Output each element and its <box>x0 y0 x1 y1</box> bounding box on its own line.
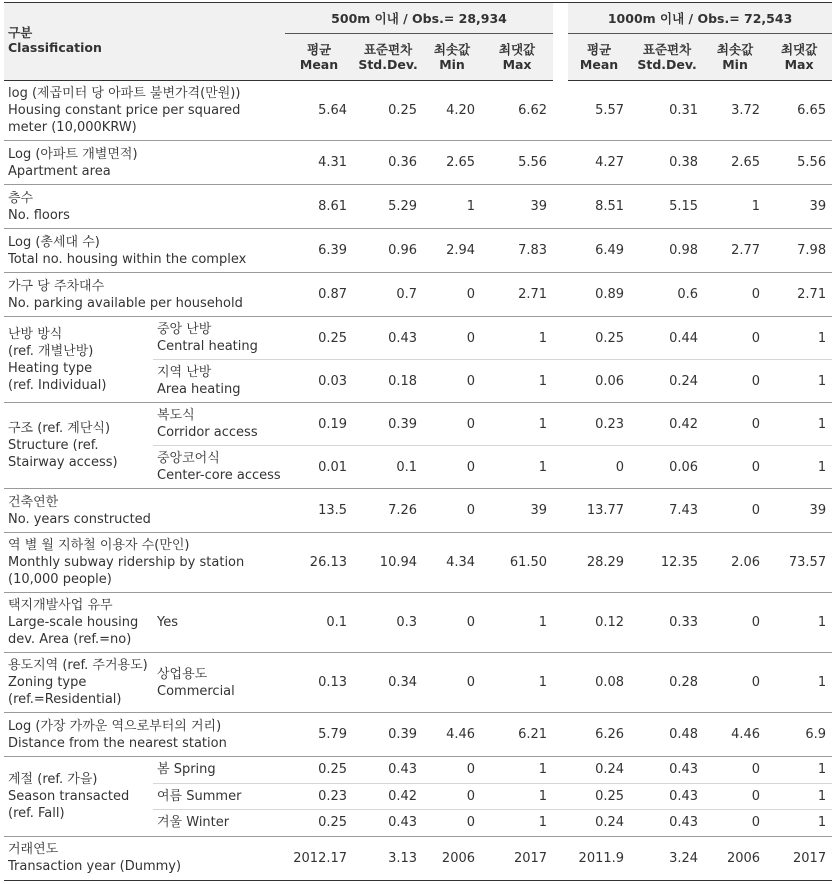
stat-value: 0.1 <box>353 446 423 489</box>
column-spacer <box>553 185 568 229</box>
stat-value: 0 <box>423 317 481 360</box>
group-label <box>4 403 153 489</box>
label-line: Central heating <box>157 339 258 354</box>
row-label <box>4 273 285 317</box>
label-line: 상업용도 <box>157 666 208 682</box>
stat-value: 39 <box>481 489 553 533</box>
stat-value: 2.06 <box>704 533 766 593</box>
header-spacer <box>553 3 568 81</box>
col-std-ko: 표준편차 <box>642 42 692 57</box>
table-row <box>4 403 832 446</box>
col-max-en: Max <box>784 57 814 72</box>
stat-value: 5.56 <box>481 141 553 185</box>
sub-label <box>153 757 285 784</box>
stat-value: 1 <box>766 446 832 489</box>
label-line: 역 별 월 지하철 이용자 수(만인) <box>8 538 190 553</box>
label-line: Log (총세대 수) <box>8 234 100 250</box>
col-header-max-500 <box>481 34 553 81</box>
stat-value: 2.65 <box>704 141 766 185</box>
stat-value: 3.24 <box>630 836 704 880</box>
stat-value: 0 <box>423 403 481 446</box>
column-spacer <box>553 653 568 713</box>
stat-value: 39 <box>766 185 832 229</box>
stat-value: 0.39 <box>353 713 423 757</box>
label-line: No. years constructed <box>8 511 151 527</box>
label-line: Heating type <box>8 360 93 376</box>
stat-value: 7.98 <box>766 229 832 273</box>
sub-label <box>153 593 285 653</box>
stat-value: 5.57 <box>568 81 630 141</box>
label-line: Center-core access <box>157 468 281 483</box>
stat-value: 2.77 <box>704 229 766 273</box>
stat-value: 1 <box>481 593 553 653</box>
label-line: Housing constant price per squared <box>8 103 241 118</box>
stat-value: 0.89 <box>568 273 630 317</box>
group-label <box>4 757 153 837</box>
label-line: 중앙코어식 <box>157 451 220 466</box>
stat-value: 4.46 <box>704 713 766 757</box>
stat-value: 0.43 <box>353 757 423 784</box>
row-label <box>4 489 285 533</box>
label-line: Large-scale housing <box>8 615 139 630</box>
label-line: 건축연한 <box>8 494 59 510</box>
stat-value: 0.48 <box>630 713 704 757</box>
stat-value: 0 <box>423 446 481 489</box>
table-row <box>4 141 832 185</box>
col-header-mean-1000 <box>568 34 630 81</box>
stat-value: 0 <box>423 273 481 317</box>
stat-value: 0.6 <box>630 273 704 317</box>
col-min-en: Min <box>722 57 748 72</box>
stat-value: 0 <box>423 360 481 403</box>
table-row <box>4 81 832 141</box>
stat-value: 7.43 <box>630 489 704 533</box>
group-header-500m: 500m 이내 / Obs.= 28,934 <box>285 3 553 34</box>
col-min-ko: 최솟값 <box>716 42 754 57</box>
stat-value: 3.13 <box>353 836 423 880</box>
stat-value: 0 <box>423 489 481 533</box>
col-std-ko: 표준편차 <box>363 42 413 57</box>
stat-value: 0 <box>704 489 766 533</box>
stat-value: 0.42 <box>630 403 704 446</box>
stat-value: 0.96 <box>353 229 423 273</box>
stat-value: 0.43 <box>353 317 423 360</box>
column-spacer <box>553 446 568 489</box>
sub-label <box>153 446 285 489</box>
stat-value: 1 <box>704 185 766 229</box>
stat-value: 26.13 <box>285 533 353 593</box>
label-line: (ref. 개별난방) <box>8 343 94 359</box>
stat-value: 1 <box>481 757 553 784</box>
stat-value: 0.43 <box>353 810 423 837</box>
stat-value: 1 <box>481 403 553 446</box>
row-label <box>4 229 285 273</box>
stat-value: 2.71 <box>766 273 832 317</box>
row-label <box>4 836 285 880</box>
label-line: 복도식 <box>157 408 195 423</box>
table-header <box>4 3 832 81</box>
stat-value: 0.25 <box>353 81 423 141</box>
stat-value: 0.12 <box>568 593 630 653</box>
group-label <box>4 317 153 403</box>
classification-ko: 구분 <box>8 25 33 40</box>
table-row <box>4 713 832 757</box>
stat-value: 1 <box>766 403 832 446</box>
stat-value: 0 <box>423 593 481 653</box>
stat-value: 39 <box>481 185 553 229</box>
col-std-en: Std.Dev. <box>637 57 697 72</box>
col-mean-en: Mean <box>579 57 619 72</box>
classification-en: Classification <box>8 40 102 55</box>
stat-value: 0 <box>704 273 766 317</box>
stat-value: 0.19 <box>285 403 353 446</box>
group-header-1000m: 1000m 이내 / Obs.= 72,543 <box>568 3 832 34</box>
stat-value: 2017 <box>481 836 553 880</box>
column-spacer <box>553 403 568 446</box>
stat-value: 6.21 <box>481 713 553 757</box>
label-line: 난방 방식 <box>8 326 63 342</box>
column-spacer <box>553 360 568 403</box>
stat-value: 0.36 <box>353 141 423 185</box>
stat-value: 0.25 <box>285 317 353 360</box>
col-min-ko: 최솟값 <box>433 42 471 57</box>
stat-value: 0 <box>704 810 766 837</box>
col-header-min-1000 <box>704 34 766 81</box>
row-label <box>4 81 285 141</box>
stat-value: 0 <box>423 783 481 810</box>
stat-value: 5.79 <box>285 713 353 757</box>
label-line: Commercial <box>157 683 235 699</box>
stat-value: 0.25 <box>285 757 353 784</box>
stat-value: 1 <box>766 757 832 784</box>
col-header-max-1000 <box>766 34 832 81</box>
stat-value: 5.15 <box>630 185 704 229</box>
table-body <box>4 81 832 881</box>
stat-value: 6.39 <box>285 229 353 273</box>
label-line: 구조 (ref. 계단식) <box>8 421 111 436</box>
label-line: No. floors <box>8 207 70 223</box>
stat-value: 0 <box>704 317 766 360</box>
stat-value: 28.29 <box>568 533 630 593</box>
stat-value: 0.03 <box>285 360 353 403</box>
col-header-min-500 <box>423 34 481 81</box>
table-row <box>4 836 832 880</box>
label-line: Structure (ref. <box>8 438 99 453</box>
column-spacer <box>553 141 568 185</box>
stat-value: 1 <box>481 446 553 489</box>
stat-value: 0.23 <box>568 403 630 446</box>
stat-value: 4.34 <box>423 533 481 593</box>
stat-value: 0 <box>423 653 481 713</box>
label-line: Stairway access) <box>8 455 118 470</box>
table-row <box>4 317 832 360</box>
stat-value: 4.31 <box>285 141 353 185</box>
stat-value: 0.23 <box>285 783 353 810</box>
label-line: (ref. Individual) <box>8 377 107 393</box>
stat-value: 2006 <box>423 836 481 880</box>
stat-value: 0 <box>704 757 766 784</box>
stat-value: 0.25 <box>568 783 630 810</box>
label-line: 겨울 Winter <box>157 815 230 831</box>
column-spacer <box>553 229 568 273</box>
stat-value: 8.51 <box>568 185 630 229</box>
label-line: Yes <box>157 615 178 630</box>
stat-value: 4.46 <box>423 713 481 757</box>
stat-value: 0 <box>568 446 630 489</box>
row-label <box>4 185 285 229</box>
stat-value: 2.94 <box>423 229 481 273</box>
stat-value: 2017 <box>766 836 832 880</box>
stat-value: 2012.17 <box>285 836 353 880</box>
label-line: 계절 (ref. 가을) <box>8 771 98 787</box>
stat-value: 0 <box>704 403 766 446</box>
label-line: Log (가장 가까운 역으로부터의 거리) <box>8 718 222 734</box>
label-line: (ref.=Residential) <box>8 692 122 707</box>
group-label <box>4 653 153 713</box>
stat-value: 0.33 <box>630 593 704 653</box>
group-label <box>4 593 153 653</box>
column-spacer <box>553 713 568 757</box>
column-spacer <box>553 757 568 784</box>
stat-value: 0 <box>423 757 481 784</box>
stat-value: 0.24 <box>630 360 704 403</box>
stat-value: 1 <box>481 783 553 810</box>
label-line: Apartment area <box>8 163 111 179</box>
column-spacer <box>553 783 568 810</box>
table-row <box>4 489 832 533</box>
col-mean-ko: 평균 <box>306 42 332 57</box>
column-spacer <box>553 273 568 317</box>
stat-value: 3.72 <box>704 81 766 141</box>
stat-value: 0.44 <box>630 317 704 360</box>
stat-value: 0.1 <box>285 593 353 653</box>
stat-value: 0.7 <box>353 273 423 317</box>
label-line: 여름 Summer <box>157 788 242 804</box>
column-spacer <box>553 81 568 141</box>
stat-value: 1 <box>481 810 553 837</box>
col-mean-ko: 평균 <box>586 42 612 57</box>
stat-value: 0.43 <box>630 757 704 784</box>
stat-value: 4.27 <box>568 141 630 185</box>
stat-value: 0.01 <box>285 446 353 489</box>
stat-value: 0 <box>704 783 766 810</box>
stat-value: 0.25 <box>568 317 630 360</box>
table-row <box>4 653 832 713</box>
stat-value: 12.35 <box>630 533 704 593</box>
label-line: Total no. housing within the complex <box>8 251 247 267</box>
stat-value: 0.3 <box>353 593 423 653</box>
table-row <box>4 757 832 784</box>
col-std-en: Std.Dev. <box>358 57 418 72</box>
stat-value: 0.06 <box>568 360 630 403</box>
stat-value: 0 <box>704 446 766 489</box>
stat-value: 6.49 <box>568 229 630 273</box>
stat-value: 0.43 <box>630 783 704 810</box>
stat-value: 0.31 <box>630 81 704 141</box>
sub-label <box>153 360 285 403</box>
stat-value: 0.98 <box>630 229 704 273</box>
stat-value: 1 <box>481 653 553 713</box>
table-row <box>4 229 832 273</box>
label-line: 택지개발사업 유무 <box>8 598 113 613</box>
column-spacer <box>553 489 568 533</box>
column-spacer <box>553 836 568 880</box>
stat-value: 0.34 <box>353 653 423 713</box>
stat-value: 2.65 <box>423 141 481 185</box>
label-line: Log (아파트 개별면적) <box>8 146 138 162</box>
stat-value: 0.24 <box>568 810 630 837</box>
header-row-groups <box>4 3 832 34</box>
row-label <box>4 141 285 185</box>
stat-value: 0.13 <box>285 653 353 713</box>
column-spacer <box>553 533 568 593</box>
table-row <box>4 273 832 317</box>
stat-value: 73.57 <box>766 533 832 593</box>
col-max-ko: 최댓값 <box>780 42 818 57</box>
column-spacer <box>553 593 568 653</box>
label-line: dev. Area (ref.=no) <box>8 632 132 647</box>
label-line: log (제곱미터 당 아파트 불변가격(만원)) <box>8 86 241 101</box>
stat-value: 2.71 <box>481 273 553 317</box>
label-line: (10,000 people) <box>8 572 112 587</box>
col-min-en: Min <box>439 57 465 72</box>
stat-value: 6.62 <box>481 81 553 141</box>
label-line: 중앙 난방 <box>157 322 212 337</box>
col-header-std-500 <box>353 34 423 81</box>
sub-label <box>153 810 285 837</box>
stat-value: 10.94 <box>353 533 423 593</box>
stat-value: 0.43 <box>630 810 704 837</box>
stat-value: 0.24 <box>568 757 630 784</box>
stat-value: 5.29 <box>353 185 423 229</box>
stat-value: 5.64 <box>285 81 353 141</box>
stat-value: 0.28 <box>630 653 704 713</box>
stat-value: 1 <box>766 317 832 360</box>
stat-value: 2006 <box>704 836 766 880</box>
stat-value: 0.87 <box>285 273 353 317</box>
stat-value: 0 <box>704 593 766 653</box>
sub-label <box>153 783 285 810</box>
stat-value: 0.38 <box>630 141 704 185</box>
label-line: 봄 Spring <box>157 762 216 778</box>
stat-value: 1 <box>766 810 832 837</box>
stat-value: 5.56 <box>766 141 832 185</box>
label-line: 거래연도 <box>8 842 59 857</box>
stat-value: 4.20 <box>423 81 481 141</box>
stat-value: 2011.9 <box>568 836 630 880</box>
stat-value: 7.83 <box>481 229 553 273</box>
stat-value: 1 <box>766 783 832 810</box>
stat-value: 0 <box>423 810 481 837</box>
label-line: 가구 당 주차대수 <box>8 278 105 294</box>
stat-value: 1 <box>766 593 832 653</box>
sub-label <box>153 653 285 713</box>
stat-value: 0 <box>704 360 766 403</box>
label-line: 층수 <box>8 190 34 206</box>
label-line: Transaction year (Dummy) <box>8 859 182 874</box>
label-line: Monthly subway ridership by station <box>8 555 245 570</box>
stat-value: 1 <box>423 185 481 229</box>
stat-value: 6.65 <box>766 81 832 141</box>
descriptive-statistics-table <box>4 2 832 881</box>
label-line: meter (10,000KRW) <box>8 120 137 135</box>
stat-value: 6.26 <box>568 713 630 757</box>
stat-value: 0.06 <box>630 446 704 489</box>
label-line: 용도지역 (ref. 주거용도) <box>8 658 148 673</box>
stat-value: 6.9 <box>766 713 832 757</box>
col-header-std-1000 <box>630 34 704 81</box>
stat-value: 0.18 <box>353 360 423 403</box>
table-row <box>4 533 832 593</box>
row-label <box>4 713 285 757</box>
label-line: Corridor access <box>157 425 258 440</box>
stat-value: 1 <box>766 360 832 403</box>
row-label <box>4 533 285 593</box>
table-row <box>4 593 832 653</box>
classification-header <box>4 3 285 81</box>
stat-value: 0.25 <box>285 810 353 837</box>
stat-value: 0.08 <box>568 653 630 713</box>
stat-value: 0 <box>704 653 766 713</box>
stat-value: 61.50 <box>481 533 553 593</box>
col-max-ko: 최댓값 <box>498 42 536 57</box>
stat-value: 13.77 <box>568 489 630 533</box>
column-spacer <box>553 317 568 360</box>
label-line: (ref. Fall) <box>8 805 65 821</box>
label-line: Zoning type <box>8 675 87 690</box>
label-line: No. parking available per household <box>8 295 243 311</box>
col-mean-en: Mean <box>299 57 339 72</box>
col-header-mean-500 <box>285 34 353 81</box>
sub-label <box>153 403 285 446</box>
label-line: Area heating <box>157 382 241 397</box>
stat-value: 0.39 <box>353 403 423 446</box>
label-line: Season transacted <box>8 788 130 804</box>
table-row <box>4 185 832 229</box>
stat-value: 39 <box>766 489 832 533</box>
label-line: Distance from the nearest station <box>8 735 227 751</box>
stat-value: 1 <box>481 360 553 403</box>
col-max-en: Max <box>502 57 532 72</box>
label-line: 지역 난방 <box>157 365 212 380</box>
column-spacer <box>553 810 568 837</box>
stat-value: 7.26 <box>353 489 423 533</box>
stat-value: 0.42 <box>353 783 423 810</box>
sub-label <box>153 317 285 360</box>
stat-value: 13.5 <box>285 489 353 533</box>
stat-value: 1 <box>766 653 832 713</box>
stat-value: 8.61 <box>285 185 353 229</box>
stat-value: 1 <box>481 317 553 360</box>
